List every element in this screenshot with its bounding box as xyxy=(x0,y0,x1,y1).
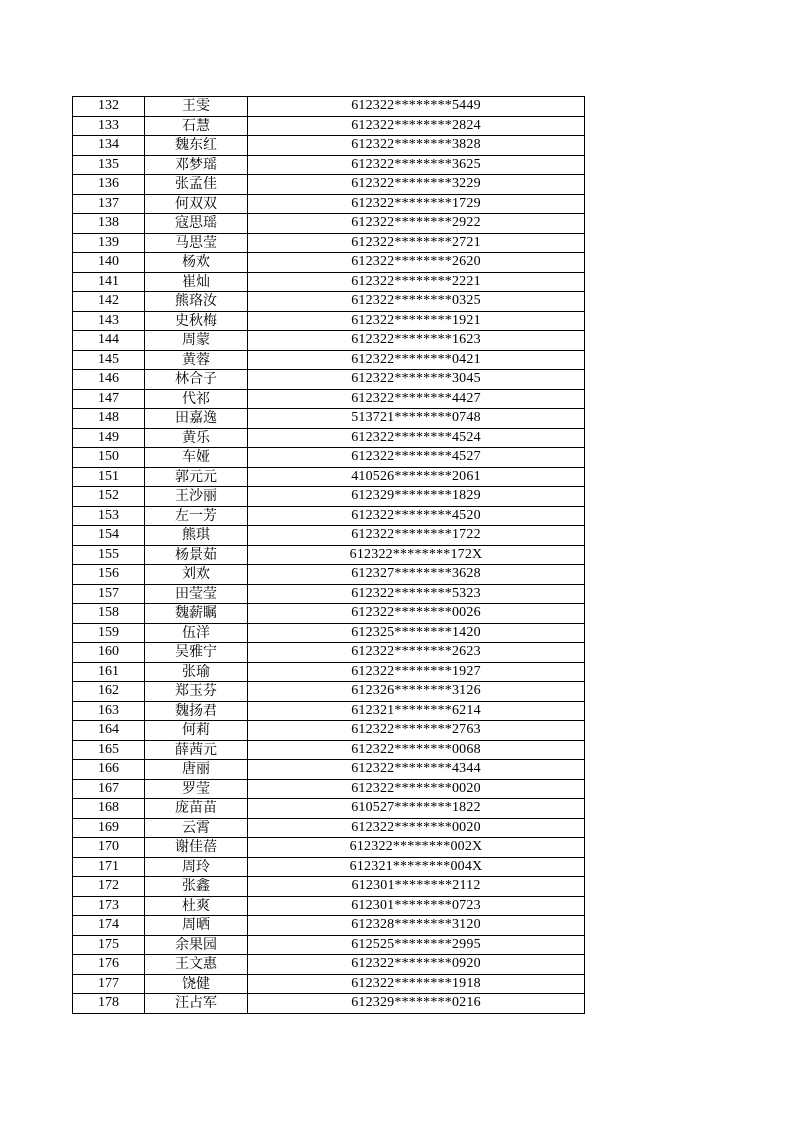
id-number-cell: 612322********4427 xyxy=(248,389,585,409)
id-number-cell: 612322********3045 xyxy=(248,370,585,390)
id-number-cell: 612322********5323 xyxy=(248,584,585,604)
id-number-cell: 612322********002X xyxy=(248,838,585,858)
name-cell: 郑玉芬 xyxy=(145,682,248,702)
name-cell: 汪占军 xyxy=(145,994,248,1014)
name-cell: 林合子 xyxy=(145,370,248,390)
row-number-cell: 157 xyxy=(73,584,145,604)
row-number-cell: 144 xyxy=(73,331,145,351)
name-cell: 寇思瑶 xyxy=(145,214,248,234)
row-number-cell: 177 xyxy=(73,974,145,994)
row-number-cell: 153 xyxy=(73,506,145,526)
name-cell: 魏东红 xyxy=(145,136,248,156)
row-number-cell: 161 xyxy=(73,662,145,682)
name-cell: 邓梦瑶 xyxy=(145,155,248,175)
row-number-cell: 143 xyxy=(73,311,145,331)
name-cell: 黄蓉 xyxy=(145,350,248,370)
id-number-cell: 612322********3229 xyxy=(248,175,585,195)
table-row xyxy=(73,272,585,292)
id-number-cell: 612322********2763 xyxy=(248,721,585,741)
id-number-cell: 612322********4520 xyxy=(248,506,585,526)
table-row xyxy=(73,487,585,507)
row-number-cell: 146 xyxy=(73,370,145,390)
id-number-cell: 612322********5449 xyxy=(248,97,585,117)
name-cell: 杜爽 xyxy=(145,896,248,916)
id-number-cell: 612322********3625 xyxy=(248,155,585,175)
id-number-cell: 612322********3828 xyxy=(248,136,585,156)
table-row xyxy=(73,818,585,838)
table-row xyxy=(73,857,585,877)
id-number-cell: 612322********1722 xyxy=(248,526,585,546)
row-number-cell: 136 xyxy=(73,175,145,195)
id-number-cell: 612329********0216 xyxy=(248,994,585,1014)
table-row xyxy=(73,643,585,663)
id-number-cell: 410526********2061 xyxy=(248,467,585,487)
table-row xyxy=(73,253,585,273)
name-cell: 熊珞汝 xyxy=(145,292,248,312)
row-number-cell: 175 xyxy=(73,935,145,955)
name-cell: 杨景茹 xyxy=(145,545,248,565)
table-row xyxy=(73,662,585,682)
table-row xyxy=(73,350,585,370)
row-number-cell: 135 xyxy=(73,155,145,175)
name-cell: 王雯 xyxy=(145,97,248,117)
table-row xyxy=(73,194,585,214)
table-row xyxy=(73,916,585,936)
row-number-cell: 159 xyxy=(73,623,145,643)
table-row xyxy=(73,233,585,253)
id-number-cell: 612322********4344 xyxy=(248,760,585,780)
id-number-cell: 612322********2620 xyxy=(248,253,585,273)
id-number-cell: 612301********0723 xyxy=(248,896,585,916)
name-cell: 薛茜元 xyxy=(145,740,248,760)
name-cell: 田嘉逸 xyxy=(145,409,248,429)
row-number-cell: 141 xyxy=(73,272,145,292)
table-row xyxy=(73,994,585,1014)
name-cell: 唐丽 xyxy=(145,760,248,780)
name-cell: 黄乐 xyxy=(145,428,248,448)
row-number-cell: 145 xyxy=(73,350,145,370)
id-number-cell: 612322********172X xyxy=(248,545,585,565)
id-number-cell: 612322********0026 xyxy=(248,604,585,624)
id-number-cell: 612322********0020 xyxy=(248,779,585,799)
name-cell: 周蒙 xyxy=(145,331,248,351)
row-number-cell: 151 xyxy=(73,467,145,487)
id-number-cell: 612329********1829 xyxy=(248,487,585,507)
table-row xyxy=(73,155,585,175)
table-row xyxy=(73,545,585,565)
row-number-cell: 155 xyxy=(73,545,145,565)
id-number-cell: 612322********1927 xyxy=(248,662,585,682)
name-cell: 吴雅宁 xyxy=(145,643,248,663)
row-number-cell: 171 xyxy=(73,857,145,877)
id-number-cell: 612525********2995 xyxy=(248,935,585,955)
row-number-cell: 148 xyxy=(73,409,145,429)
id-number-cell: 612321********004X xyxy=(248,857,585,877)
row-number-cell: 142 xyxy=(73,292,145,312)
table-row xyxy=(73,760,585,780)
table-row xyxy=(73,428,585,448)
id-number-cell: 612322********0421 xyxy=(248,350,585,370)
id-number-cell: 612322********1623 xyxy=(248,331,585,351)
id-number-cell: 612326********3126 xyxy=(248,682,585,702)
table-row xyxy=(73,935,585,955)
row-number-cell: 169 xyxy=(73,818,145,838)
row-number-cell: 173 xyxy=(73,896,145,916)
name-cell: 刘欢 xyxy=(145,565,248,585)
table-row xyxy=(73,701,585,721)
id-number-cell: 612322********1729 xyxy=(248,194,585,214)
id-number-cell: 612325********1420 xyxy=(248,623,585,643)
name-cell: 王沙丽 xyxy=(145,487,248,507)
name-cell: 代祁 xyxy=(145,389,248,409)
name-cell: 张孟佳 xyxy=(145,175,248,195)
table-row xyxy=(73,311,585,331)
row-number-cell: 162 xyxy=(73,682,145,702)
row-number-cell: 147 xyxy=(73,389,145,409)
id-number-cell: 612322********0068 xyxy=(248,740,585,760)
id-number-cell: 612322********4524 xyxy=(248,428,585,448)
name-cell: 张鑫 xyxy=(145,877,248,897)
table-row xyxy=(73,526,585,546)
table-row xyxy=(73,370,585,390)
table-row xyxy=(73,292,585,312)
name-cell: 田莹莹 xyxy=(145,584,248,604)
id-number-cell: 612322********0920 xyxy=(248,955,585,975)
row-number-cell: 167 xyxy=(73,779,145,799)
name-cell: 石慧 xyxy=(145,116,248,136)
table-row xyxy=(73,721,585,741)
id-number-cell: 612322********2824 xyxy=(248,116,585,136)
table-row xyxy=(73,779,585,799)
table-row xyxy=(73,877,585,897)
id-number-cell: 612301********2112 xyxy=(248,877,585,897)
row-number-cell: 156 xyxy=(73,565,145,585)
name-cell: 杨欢 xyxy=(145,253,248,273)
row-number-cell: 154 xyxy=(73,526,145,546)
table-row xyxy=(73,389,585,409)
name-cell: 王文惠 xyxy=(145,955,248,975)
id-number-cell: 612322********2922 xyxy=(248,214,585,234)
name-cell: 云霄 xyxy=(145,818,248,838)
id-number-cell: 612322********2221 xyxy=(248,272,585,292)
id-number-cell: 612327********3628 xyxy=(248,565,585,585)
table-row xyxy=(73,409,585,429)
table-row xyxy=(73,838,585,858)
name-cell: 史秋梅 xyxy=(145,311,248,331)
table-row xyxy=(73,116,585,136)
row-number-cell: 140 xyxy=(73,253,145,273)
name-cell: 熊琪 xyxy=(145,526,248,546)
id-number-cell: 612322********1918 xyxy=(248,974,585,994)
table-row xyxy=(73,214,585,234)
row-number-cell: 134 xyxy=(73,136,145,156)
row-number-cell: 168 xyxy=(73,799,145,819)
id-number-cell: 612328********3120 xyxy=(248,916,585,936)
roster-table-body xyxy=(73,97,585,1014)
table-row xyxy=(73,136,585,156)
id-number-cell: 610527********1822 xyxy=(248,799,585,819)
name-cell: 魏扬君 xyxy=(145,701,248,721)
name-cell: 崔灿 xyxy=(145,272,248,292)
id-number-cell: 612322********0325 xyxy=(248,292,585,312)
name-cell: 车娅 xyxy=(145,448,248,468)
row-number-cell: 172 xyxy=(73,877,145,897)
name-cell: 马思莹 xyxy=(145,233,248,253)
name-cell: 左一芳 xyxy=(145,506,248,526)
row-number-cell: 152 xyxy=(73,487,145,507)
row-number-cell: 150 xyxy=(73,448,145,468)
table-row xyxy=(73,740,585,760)
table-row xyxy=(73,955,585,975)
table-row xyxy=(73,974,585,994)
id-number-cell: 612322********1921 xyxy=(248,311,585,331)
id-number-cell: 612322********0020 xyxy=(248,818,585,838)
table-row xyxy=(73,682,585,702)
row-number-cell: 165 xyxy=(73,740,145,760)
name-cell: 谢佳蓓 xyxy=(145,838,248,858)
name-cell: 郭元元 xyxy=(145,467,248,487)
table-row xyxy=(73,799,585,819)
table-row xyxy=(73,623,585,643)
row-number-cell: 149 xyxy=(73,428,145,448)
table-row xyxy=(73,331,585,351)
name-cell: 何莉 xyxy=(145,721,248,741)
id-number-cell: 513721********0748 xyxy=(248,409,585,429)
roster-table xyxy=(72,96,585,1014)
row-number-cell: 176 xyxy=(73,955,145,975)
id-number-cell: 612321********6214 xyxy=(248,701,585,721)
name-cell: 周玲 xyxy=(145,857,248,877)
row-number-cell: 174 xyxy=(73,916,145,936)
row-number-cell: 166 xyxy=(73,760,145,780)
row-number-cell: 137 xyxy=(73,194,145,214)
table-row xyxy=(73,896,585,916)
table-row xyxy=(73,565,585,585)
name-cell: 何双双 xyxy=(145,194,248,214)
table-row xyxy=(73,584,585,604)
name-cell: 罗莹 xyxy=(145,779,248,799)
row-number-cell: 139 xyxy=(73,233,145,253)
id-number-cell: 612322********2623 xyxy=(248,643,585,663)
name-cell: 庞苗苗 xyxy=(145,799,248,819)
table-row xyxy=(73,604,585,624)
name-cell: 周晒 xyxy=(145,916,248,936)
row-number-cell: 170 xyxy=(73,838,145,858)
table-row xyxy=(73,97,585,117)
row-number-cell: 132 xyxy=(73,97,145,117)
id-number-cell: 612322********2721 xyxy=(248,233,585,253)
table-row xyxy=(73,506,585,526)
table-row xyxy=(73,467,585,487)
name-cell: 饶健 xyxy=(145,974,248,994)
row-number-cell: 164 xyxy=(73,721,145,741)
table-row xyxy=(73,175,585,195)
row-number-cell: 160 xyxy=(73,643,145,663)
name-cell: 张瑜 xyxy=(145,662,248,682)
name-cell: 伍洋 xyxy=(145,623,248,643)
row-number-cell: 178 xyxy=(73,994,145,1014)
name-cell: 魏薪瞩 xyxy=(145,604,248,624)
name-cell: 余果园 xyxy=(145,935,248,955)
row-number-cell: 163 xyxy=(73,701,145,721)
row-number-cell: 133 xyxy=(73,116,145,136)
row-number-cell: 158 xyxy=(73,604,145,624)
id-number-cell: 612322********4527 xyxy=(248,448,585,468)
table-row xyxy=(73,448,585,468)
row-number-cell: 138 xyxy=(73,214,145,234)
